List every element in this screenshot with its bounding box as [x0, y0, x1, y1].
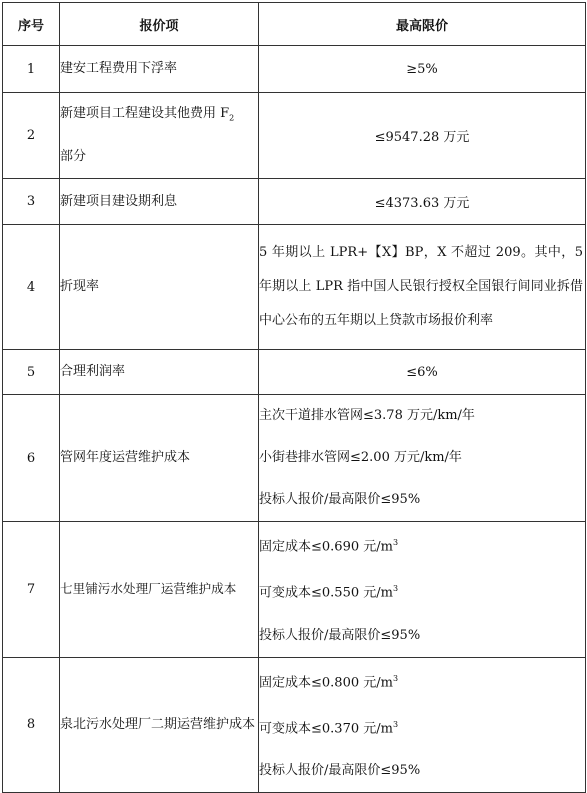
limit-line: 可变成本≤0.550 元$/m^3$	[259, 584, 399, 601]
row-item: 合理利润率	[60, 350, 259, 395]
limit-line: 小街巷排水管网≤2.00 万元/km/年	[259, 450, 462, 465]
table-row	[3, 179, 586, 225]
header-item: 报价项	[60, 3, 259, 46]
row-no: 3	[3, 179, 60, 225]
row-item: 折现率	[60, 225, 259, 350]
table-row	[3, 395, 586, 522]
row-limit	[259, 522, 586, 658]
row-item-subscript: 2	[229, 113, 235, 123]
row-limit	[259, 657, 586, 793]
row-limit: ≤9547.28 万元	[259, 93, 586, 179]
row-no: 2	[3, 93, 60, 179]
limit-line: 可变成本≤0.370 元$/m^3$	[259, 719, 399, 737]
row-no: 6	[3, 395, 60, 522]
row-no: 7	[3, 522, 60, 658]
row-no: 1	[3, 46, 60, 93]
row-item: 泉北污水处理厂二期运营维护成本	[60, 657, 259, 793]
limit-line: 固定成本≤0.690 元$/m^3$	[259, 538, 399, 555]
superscript: 3	[392, 673, 399, 683]
limit-line: 投标人报价/最高限价≤95%	[259, 763, 421, 779]
limit-line: 主次干道排水管网≤3.78 万元/km/年	[259, 408, 475, 423]
row-limit	[259, 225, 586, 350]
row-item: 新建项目建设期利息	[60, 179, 259, 225]
row-item: 管网年度运营维护成本	[60, 395, 259, 522]
header-no: 序号	[3, 3, 60, 46]
table-row	[3, 93, 586, 179]
limit-line: 投标人报价/最高限价≤95%	[259, 492, 421, 507]
row-no: 4	[3, 225, 60, 350]
table-header-row	[3, 3, 586, 46]
price-limit-table	[2, 2, 586, 793]
row-limit: ≤4373.63 万元	[259, 179, 586, 225]
superscript: 3	[392, 584, 399, 594]
row-limit	[259, 395, 586, 522]
row-item	[60, 93, 259, 179]
table-row	[3, 46, 586, 93]
row-item-text: 新建项目工程建设其他费用 F	[60, 106, 230, 122]
discount-rate-description: 5 年期以上 LPR+【X】BP，X 不超过 209。其中，5 年期以上 LPR 指中国人民银行授权全国银行间同业拆借中心公布的五年期以上贷款市场报价利率	[259, 245, 583, 328]
row-item: 七里铺污水处理厂运营维护成本	[60, 522, 259, 658]
header-limit: 最高限价	[259, 3, 586, 46]
limit-line: 固定成本≤0.800 元$/m^3$	[259, 673, 399, 690]
row-no: 5	[3, 350, 60, 395]
row-item-text-cont: 部分	[60, 148, 87, 164]
limit-line: 投标人报价/最高限价≤95%	[259, 627, 421, 643]
superscript: 3	[392, 719, 399, 729]
superscript: 3	[392, 538, 399, 547]
table-row	[3, 657, 586, 793]
row-limit: ≥5%	[259, 46, 586, 93]
table-row	[3, 225, 586, 350]
table-row	[3, 350, 586, 395]
row-no: 8	[3, 657, 60, 793]
row-item: 建安工程费用下浮率	[60, 46, 259, 93]
row-limit: ≤6%	[259, 350, 586, 395]
table-row	[3, 522, 586, 658]
